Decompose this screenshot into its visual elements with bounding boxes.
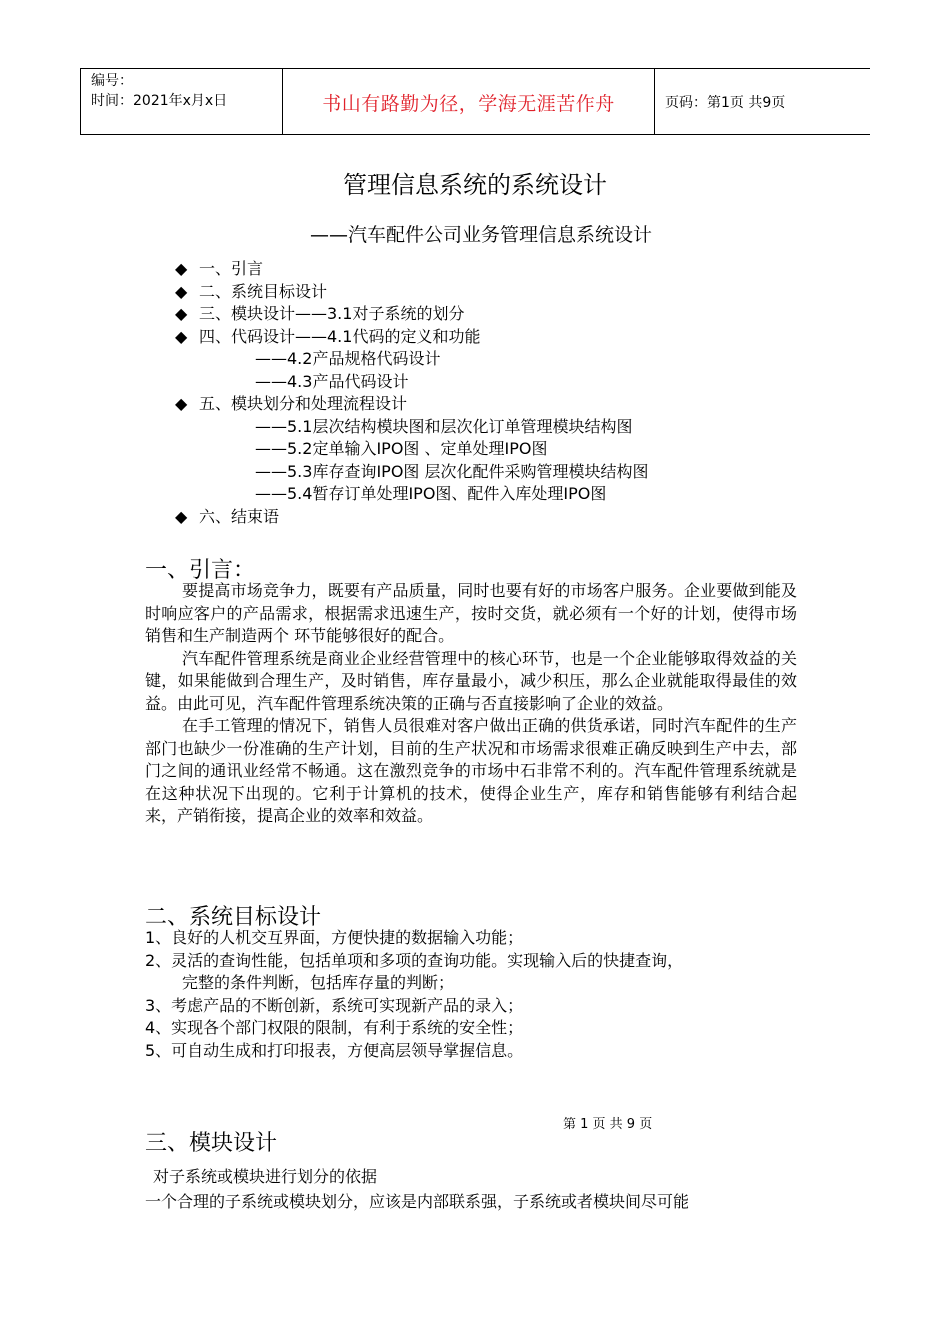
- toc-item: ◆ 三、模块设计——3.1对子系统的划分: [175, 303, 649, 326]
- header-motto: 书山有路勤为径，学海无涯苦作舟: [322, 93, 615, 115]
- number-label: 编号：: [91, 73, 133, 89]
- paragraph: 在手工管理的情况下，销售人员很难对客户做出正确的供货承诺，同时汽车配件的生产部门也缺少一份准确的生产计划，目前的生产状况和市场需求很难正确反映到生产中去，部门之间的通讯业经常不畅通。这在激烈竞争的市场中石非常不利的。汽车配件管理系统就是在这种状况下出现的。它利于计算机的技术，使得企业生产，库存和销售能够有利结合起来，产销衔接，提高企业的效率和效益。: [145, 716, 797, 825]
- paragraph: 要提高市场竞争力，既要有产品质量，同时也要有好的市场客户服务。企业要做到能及时响应客户的产品需求，根据需求迅速生产，按时交货，就必须有一个好的计划，使得市场销售和生产制造两个 环节能够很好的配合。: [145, 581, 797, 645]
- document-subtitle: ——汽车配件公司业务管理信息系统设计: [310, 224, 653, 246]
- page-footer: 第 1 页 共 9 页: [563, 1117, 653, 1132]
- header-left-cell: [91, 71, 227, 111]
- toc-item: ◆ 二、系统目标设计: [175, 281, 649, 304]
- document-title: 管理信息系统的系统设计: [343, 171, 607, 199]
- section-body-intro: [145, 580, 797, 828]
- goals-list: [145, 927, 683, 1062]
- toc-subitem: ——4.3产品代码设计: [255, 371, 409, 391]
- toc-item: ◆ 五、模块划分和处理流程设计: [175, 393, 649, 416]
- diamond-bullet-icon: ◆: [175, 304, 188, 323]
- list-item: 5、可自动生成和打印报表，方便高层领导掌握信息。: [145, 1040, 524, 1060]
- list-item: 3、考虑产品的不断创新，系统可实现新产品的录入；: [145, 995, 524, 1015]
- diamond-bullet-icon: ◆: [175, 259, 188, 278]
- toc-item: ◆ 一、引言: [175, 258, 649, 281]
- toc-subitem: ——5.3库存查询IPO图 层次化配件采购管理模块结构图: [255, 461, 649, 481]
- toc-subitem: ——4.2产品规格代码设计: [255, 349, 441, 368]
- header-divider: [654, 69, 655, 134]
- section-heading-goals: 二、系统目标设计: [145, 905, 322, 930]
- diamond-bullet-icon: ◆: [175, 506, 188, 526]
- diamond-bullet-icon: ◆: [175, 394, 188, 413]
- toc-item: ◆ 六、结束语: [175, 506, 649, 529]
- diamond-bullet-icon: ◆: [175, 326, 188, 346]
- list-item: 2、灵活的查询性能，包括单项和多项的查询功能。实现输入后的快捷查询，: [145, 950, 684, 970]
- section-line: 一个合理的子系统或模块划分，应该是内部联系强，子系统或者模块间尽可能: [145, 1192, 690, 1211]
- section-line: 对子系统或模块进行划分的依据: [153, 1167, 378, 1186]
- list-item: 1、良好的人机交互界面，方便快捷的数据输入功能；: [145, 928, 524, 947]
- toc-item: ◆ 四、代码设计——4.1代码的定义和功能: [175, 326, 649, 349]
- header-table: [80, 68, 870, 135]
- paragraph: 汽车配件管理系统是商业企业经营管理中的核心环节，也是一个企业能够取得效益的关键，如果能做到合理生产，及时销售，库存量最小，减少积压，那么企业就能取得最佳的效益。由此可见，汽车配件管理系统决策的正确与否直接影响了企业的效益。: [145, 648, 797, 713]
- time-label: 时间：2021年x月x日: [91, 93, 228, 109]
- toc-subitem: ——5.4暂存订单处理IPO图、配件入库处理IPO图: [255, 484, 607, 503]
- table-of-contents: [175, 258, 649, 528]
- toc-subitem: ——5.2定单输入IPO图 、定单处理IPO图: [255, 439, 548, 458]
- header-page-info: 页码：第1页 共9页: [665, 95, 786, 111]
- list-item: 4、实现各个部门权限的限制，有利于系统的安全性；: [145, 1018, 524, 1037]
- list-item-continuation: 完整的条件判断，包括库存量的判断；: [182, 973, 455, 992]
- section-heading-intro: 一、引言：: [145, 558, 256, 583]
- section-heading-modules: 三、模块设计: [145, 1131, 278, 1156]
- diamond-bullet-icon: ◆: [175, 281, 188, 301]
- toc-subitem: ——5.1层次结构模块图和层次化订单管理模块结构图: [255, 416, 633, 436]
